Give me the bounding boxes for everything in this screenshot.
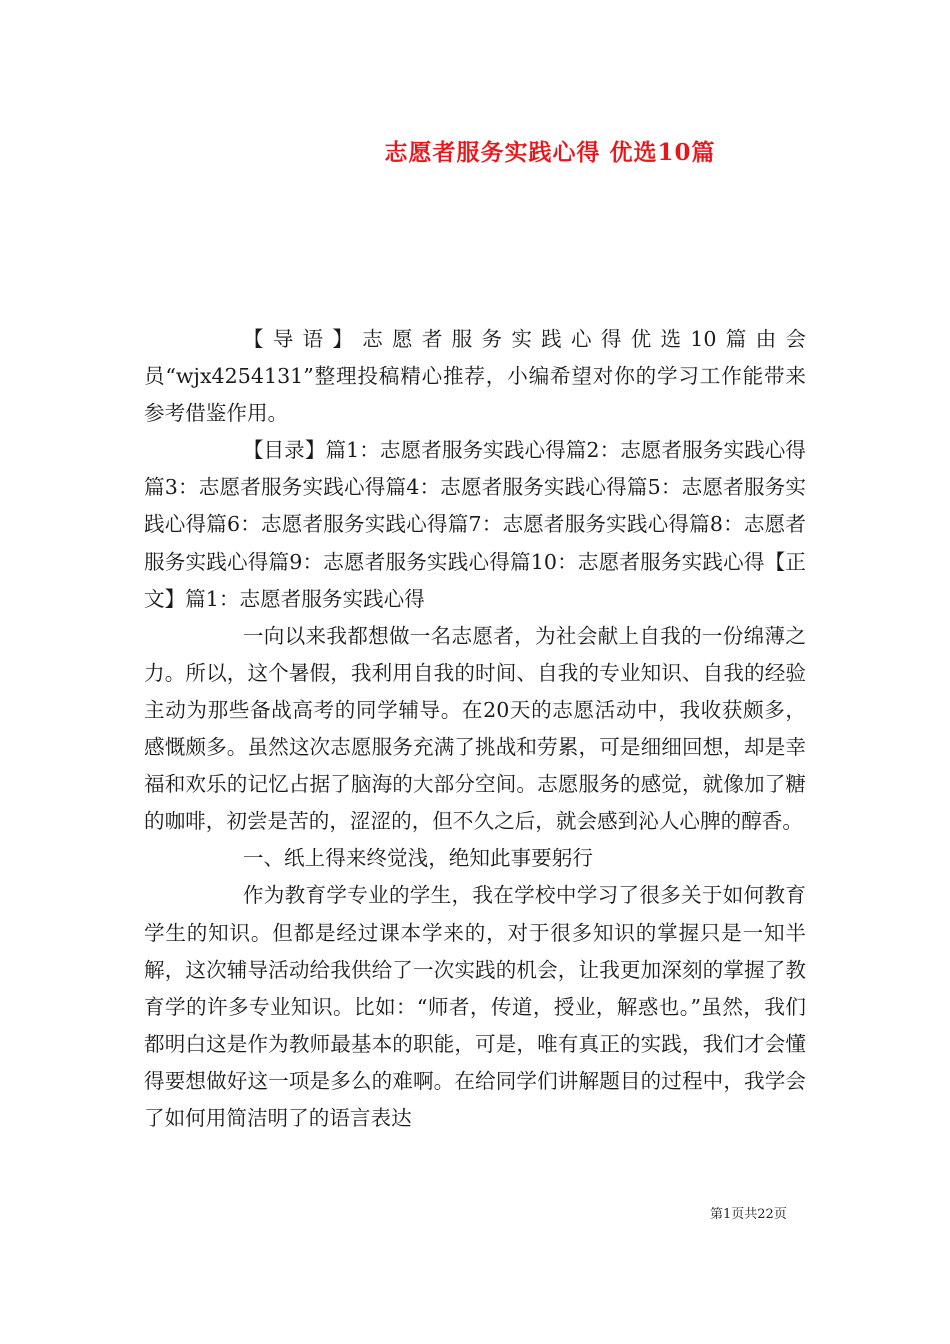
table-of-contents-paragraph: 【目录】篇1：志愿者服务实践心得篇2：志愿者服务实践心得篇3：志愿者服务实践心得篇4：志愿者服务实践心得篇5：志愿者服务实践心得篇6：志愿者服务实践心得篇7：志愿者服务实践心得篇8：志愿者服务实践心得篇9：志愿者服务实践心得篇10：志愿者服务实践心得【正文】篇1：志愿者服务实践心得	[144, 438, 806, 611]
body-paragraph-2: 作为教育学专业的学生，我在学校中学习了很多关于如何教育学生的知识。但都是经过课本学来的，对于很多知识的掌握只是一知半解，这次辅导活动给我供给了一次实践的机会，让我更加深刻的掌握了教育学的许多专业知识。比如：“师者，传道，授业，解惑也。”虽然，我们都明白这是作为教师最基本的职能，可是，唯有真正的实践，我们才会懂得要想做好这一项是多么的难啊。在给同学们讲解题目的过程中，我学会了如何用简洁明了的语言表达	[144, 883, 806, 1130]
page-footer: 第1页共22页	[710, 1207, 787, 1222]
document-body	[144, 321, 806, 1137]
body-paragraph-1: 一向以来我都想做一名志愿者，为社会献上自我的一份绵薄之力。所以，这个暑假，我利用自我的时间、自我的专业知识、自我的经验主动为那些备战高考的同学辅导。在20天的志愿活动中，我收获颇多，感慨颇多。虽然这次志愿服务充满了挑战和劳累，可是细细回想，却是幸福和欢乐的记忆占据了脑海的大部分空间。志愿服务的感觉，就像加了糖的咖啡，初尝是苦的，涩涩的，但不久之后，就会感到沁人心脾的醇香。	[144, 623, 806, 834]
page-title: 志愿者服务实践心得 优选10篇	[384, 139, 716, 166]
intro-paragraph: 【导语】志愿者服务实践心得优选10篇由会员“wjx4254131”整理投稿精心推荐，小编希望对你的学习工作能带来参考借鉴作用。	[144, 327, 806, 426]
section-heading-1: 一、纸上得来终觉浅，绝知此事要躬行	[242, 846, 593, 871]
